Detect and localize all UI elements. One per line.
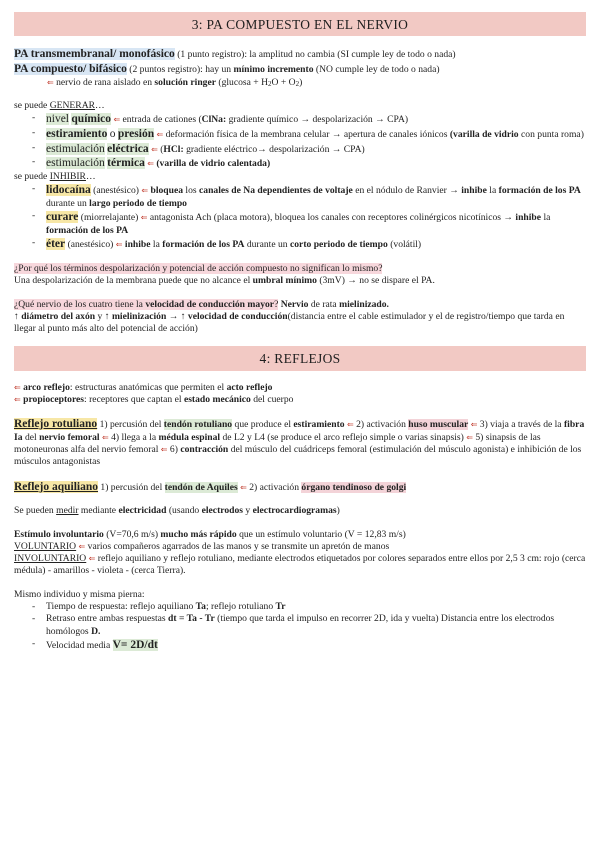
- list-item: [14, 601, 586, 613]
- text: se puede: [14, 99, 48, 111]
- text-bold: órgano tendinoso de golgi: [301, 481, 407, 493]
- text: la: [152, 239, 160, 251]
- text: 3) viaja a través de la: [479, 419, 562, 431]
- text-bold: contracción: [180, 444, 229, 456]
- underlined-word: INHIBIR: [49, 171, 86, 183]
- term-bold: éter: [46, 238, 66, 251]
- list-item: [14, 237, 586, 252]
- text: (glucosa + H: [218, 76, 269, 88]
- answer-2: [14, 311, 586, 336]
- text-bold: tendón rotuliano: [163, 419, 233, 431]
- text: O + O: [271, 76, 296, 88]
- text: durante un: [246, 239, 288, 251]
- text: ; reflejo rotuliano: [205, 601, 274, 613]
- text-bold: inhibe: [461, 185, 487, 197]
- dash-bullet: -: [32, 237, 36, 249]
- text: 5) sinapsis de las motoneuronas alfa del nervio femoral: [14, 431, 541, 456]
- text: Se pueden: [14, 505, 54, 517]
- arrow-icon: ⇐: [14, 394, 21, 404]
- text-bold: acto reflejo: [226, 381, 273, 393]
- text-bold: estiramiento: [293, 419, 345, 431]
- arrow-icon: ⇐: [147, 159, 154, 169]
- list-item: [14, 142, 586, 157]
- reflejo-rotuliano: [14, 417, 586, 469]
- text: : receptores que captan el: [84, 393, 182, 405]
- list-item: [14, 613, 586, 638]
- pa-transmembranal-line: [14, 47, 586, 62]
- dash-bullet: -: [32, 156, 36, 168]
- question-text: ¿Qué nervio de los cuatro tiene la: [14, 298, 143, 310]
- voluntario-line: [14, 541, 586, 553]
- text: del cuerpo: [253, 393, 294, 405]
- term-bold: estiramiento: [46, 127, 108, 140]
- dash-bullet: -: [32, 183, 36, 195]
- arrow-icon: ⇐: [156, 129, 164, 139]
- text-bold: formación de los PA: [46, 225, 129, 237]
- arrow-icon: ⇐: [14, 382, 21, 392]
- arrow-icon: ⇐: [240, 482, 247, 492]
- term: estimulación: [46, 142, 105, 155]
- arrow-icon: ⇐: [78, 541, 86, 551]
- text-bold: (varilla de vidrio: [449, 128, 519, 140]
- answer-1: [14, 275, 586, 287]
- text-bold: diámetro del axón: [21, 310, 96, 322]
- arrow-icon: ⇐: [140, 213, 148, 223]
- text: y ↑: [97, 310, 110, 322]
- text: entrada de cationes (: [122, 114, 202, 126]
- text: (tiempo que tarda el impulso en recorrer 2D, ida y vuelta): [217, 613, 439, 625]
- text-bold: tendón de Aquiles: [164, 481, 238, 493]
- text: de rata: [310, 298, 337, 310]
- section-title: [14, 12, 586, 36]
- text-bold: (varilla de vidrio calentada): [156, 158, 271, 170]
- text-bold: Tr: [275, 601, 286, 613]
- arrow-icon: ⇐: [141, 186, 149, 196]
- term-bold: presión: [117, 127, 155, 140]
- text: ): [299, 76, 303, 88]
- text-bold: médula espinal: [158, 431, 221, 443]
- reflex-title: Reflejo aquiliano: [14, 480, 99, 493]
- question-text: ¿Por qué los términos despolarización y potencial de acción compuesto no significan lo mismo?: [14, 263, 383, 275]
- text: (1 punto registro): la amplitud no cambia (SI cumple ley de todo o nada): [177, 49, 456, 61]
- underlined-word: GENERAR: [49, 99, 96, 111]
- list-item: [14, 112, 586, 127]
- text: se puede: [14, 171, 48, 183]
- question-text: ?: [274, 298, 279, 310]
- mismo-heading: [14, 589, 586, 601]
- section-title-text: 3: PA COMPUESTO EN EL NERVIO: [191, 17, 409, 32]
- dash-bullet: -: [32, 112, 36, 124]
- term-bold: eléctrica: [107, 142, 149, 155]
- text: de L2 y L4 (se produce el arco reflejo simple o varias sinapsis): [222, 431, 464, 443]
- term-bold: curare: [46, 211, 79, 224]
- text-bold: largo periodo de tiempo: [89, 198, 187, 210]
- arrow-icon: ⇐: [151, 144, 158, 154]
- text-bold: mielinización: [111, 310, 167, 322]
- text-bold: dt = Ta - Tr: [168, 613, 215, 625]
- text: 2) activación: [249, 481, 300, 493]
- text: …: [85, 171, 96, 183]
- text-bold: fibra Ia: [14, 419, 585, 443]
- text: reflejo aquiliano y reflejo rotuliano, mediante electrodos etiquetados por colores separados entre ellos por 2,5 3 cm: rojo (cerca médula) - amarillos - violeta - (cerca Tierra).: [14, 553, 586, 577]
- reflex-title: Reflejo rotuliano: [14, 418, 98, 431]
- inhibir-heading: [14, 171, 586, 183]
- text: deformación física de la membrana celular → apertura de canales iónicos: [165, 128, 448, 140]
- term-bold: térmica: [107, 157, 145, 170]
- term-bold: propioceptores: [23, 393, 85, 405]
- underlined-word: INVOLUNTARIO: [14, 553, 87, 565]
- term-bold: arco reflejo: [23, 381, 70, 393]
- arrow-icon: ⇐: [101, 432, 109, 442]
- arrow-icon: ⇐: [88, 554, 96, 564]
- text: (3mV) → no se dispare el PA.: [319, 275, 435, 287]
- text: Mismo individuo y misma pierna:: [14, 588, 145, 600]
- underlined-word: medir: [56, 505, 79, 517]
- pa-compuesto-line: [14, 62, 586, 77]
- term-bold: químico: [71, 113, 112, 126]
- text-bold: HCl:: [163, 143, 184, 155]
- text: en el nódulo de Ranvier: [355, 185, 447, 197]
- text: del: [24, 431, 37, 443]
- text: durante un: [46, 198, 87, 210]
- arrow-icon: ⇐: [47, 77, 54, 87]
- text-bold: formación de los PA: [162, 239, 245, 251]
- term: estimulación: [46, 157, 105, 170]
- text: (miorrelajante): [80, 212, 139, 224]
- question-1: [14, 263, 586, 275]
- text-bold: V= 2D/dt: [112, 638, 158, 651]
- text-bold: nervio femoral: [39, 431, 100, 443]
- text-bold: D.: [91, 625, 101, 637]
- text-bold: huso muscular: [408, 419, 469, 431]
- subscript: 2: [268, 79, 272, 88]
- text: mediante: [80, 505, 117, 517]
- document-page: [14, 12, 586, 653]
- text: nervio de rana aislado en: [56, 76, 153, 88]
- text-bold: Nervio: [280, 298, 309, 310]
- text: → ↑: [168, 310, 186, 322]
- text: : estructuras anatómicas que permiten el: [69, 381, 225, 393]
- subscript: 2: [295, 79, 300, 88]
- text: los: [185, 185, 197, 197]
- text: →: [449, 185, 459, 197]
- text: antagonista Ach (placa motora), bloquea los canales con receptores colinérgicos nicotínicos →: [149, 212, 514, 224]
- text: del músculo del cuádriceps femoral (estimulación del músculo agonista) e inhibición de los músculos antagonistas: [14, 444, 582, 468]
- arrow-icon: ⇐: [346, 420, 354, 430]
- question-bold: velocidad de conducción mayor: [145, 298, 275, 310]
- term: PA compuesto/ bifásico: [14, 62, 127, 75]
- text-bold: Estímulo involuntario: [14, 528, 104, 540]
- text: (2 puntos registro): hay un: [129, 63, 232, 75]
- arrow-icon: ⇐: [466, 432, 473, 442]
- text: Distancia entre los electrodos homólogos: [46, 613, 555, 637]
- text-bold: electrocardiogramas: [252, 505, 337, 517]
- arrow-icon: ⇐: [113, 115, 121, 125]
- list-item: [14, 638, 586, 653]
- text-bold: mucho más rápido: [160, 528, 237, 540]
- propioceptores-line: [14, 394, 586, 406]
- text-bold: velocidad de conducción: [187, 310, 288, 322]
- list-item: [14, 156, 586, 171]
- text: 2) activación: [356, 419, 406, 431]
- text: 6): [169, 444, 178, 456]
- text: (NO cumple ley de todo o nada): [315, 63, 440, 75]
- text: Retraso entre ambas respuestas: [46, 613, 166, 625]
- text-bold: inhibe: [124, 239, 151, 251]
- text: (anestésico): [93, 185, 139, 197]
- text-bold: umbral mínimo: [252, 275, 317, 287]
- section-title: [14, 346, 586, 370]
- text-bold: estado mecánico: [183, 393, 251, 405]
- arrow-icon: ⇐: [470, 420, 478, 430]
- text: (: [160, 143, 164, 155]
- dash-bullet: -: [32, 141, 36, 153]
- text: (anestésico): [67, 239, 114, 251]
- text-bold: Ta: [195, 601, 206, 613]
- text-bold: electricidad: [118, 505, 167, 517]
- term-bold: lidocaína: [46, 184, 91, 197]
- text-bold: canales de Na dependientes de voltaje: [199, 185, 353, 197]
- involuntario-line: [14, 553, 586, 578]
- text-bold: electrodos: [201, 505, 244, 517]
- list-item: [14, 210, 586, 237]
- term: PA transmembranal/ monofásico: [14, 48, 175, 61]
- text-bold: solución ringer: [154, 76, 216, 88]
- text: (distancia entre el cable estimulador y el de registro/tiempo que tarda en llegar al punto más alto del potencial de acción): [14, 310, 565, 335]
- generar-heading: [14, 100, 586, 112]
- text: Velocidad media: [46, 639, 111, 651]
- text-bold: corto periodo de tiempo: [290, 239, 388, 251]
- text: gradiente eléctrico→ despolarización → CPA): [186, 143, 365, 155]
- dash-bullet: -: [32, 210, 36, 222]
- text: varios compañeros agarrados de las manos y se transmite un apretón de manos: [87, 540, 390, 552]
- text: la: [543, 212, 551, 224]
- text-bold: mínimo incremento: [233, 63, 314, 75]
- text: 4) llega a la: [111, 431, 157, 443]
- text-bold: inhibe: [515, 212, 542, 224]
- text: Una despolarización de la membrana puede que no alcance el: [14, 275, 251, 287]
- text: con punta roma): [521, 128, 584, 140]
- text-bold: formación de los PA: [498, 185, 581, 197]
- text: o: [109, 127, 116, 140]
- text: 1) percusión del: [99, 419, 162, 431]
- text: (usando: [168, 505, 200, 517]
- text: ): [336, 505, 340, 517]
- text: que produce el: [234, 419, 291, 431]
- list-item: [14, 183, 586, 210]
- arco-line: [14, 382, 586, 394]
- question-2: [14, 299, 586, 311]
- text: la: [489, 185, 497, 197]
- text: 1) percusión del: [100, 481, 163, 493]
- text-bold: ClNa:: [201, 114, 227, 126]
- text: …: [95, 99, 105, 111]
- medir-line: [14, 505, 586, 517]
- reflejo-aquiliano: [14, 480, 586, 495]
- arrow-icon: ⇐: [115, 240, 123, 250]
- dash-bullet: -: [32, 637, 36, 649]
- section-title-text: 4: REFLEJOS: [259, 351, 341, 367]
- underlined-word: VOLUNTARIO: [14, 540, 77, 552]
- list-item: [14, 127, 586, 142]
- dash-bullet: -: [32, 613, 36, 625]
- arrow-icon: ⇐: [160, 445, 168, 455]
- text: y: [245, 505, 251, 517]
- text: gradiente químico → despolarización → CPA): [228, 114, 409, 126]
- text: (V=70,6 m/s): [106, 528, 159, 540]
- dash-bullet: -: [32, 126, 36, 138]
- text: ↑: [14, 310, 19, 322]
- text: Tiempo de respuesta: reflejo aquiliano: [46, 601, 194, 613]
- estimulo-line: [14, 529, 586, 541]
- text-bold: mielinizado.: [339, 298, 389, 310]
- text: que un estímulo voluntario (V = 12,83 m/s): [239, 528, 406, 540]
- text: (volátil): [390, 239, 422, 251]
- term: nivel: [46, 113, 69, 126]
- nerve-line: [14, 77, 586, 89]
- dash-bullet: -: [32, 601, 36, 613]
- text-bold: bloquea: [150, 185, 184, 197]
